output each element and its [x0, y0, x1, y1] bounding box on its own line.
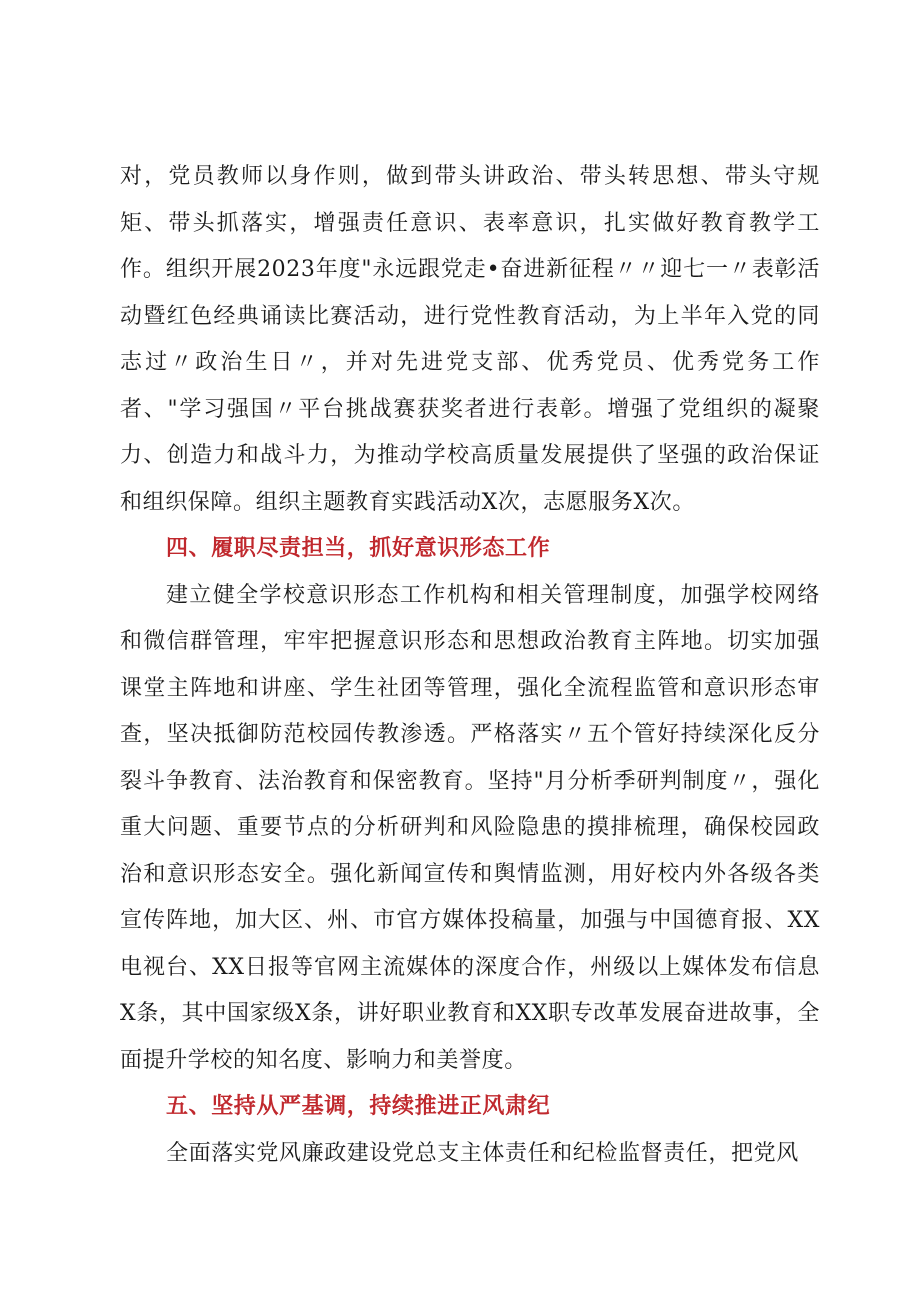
paragraph-discipline-work: 全面落实党风廉政建设党总支主体责任和纪检监督责任，把党风 [166, 1140, 799, 1166]
document-body [120, 154, 820, 1177]
paragraph-ideology-work: 建立健全学校意识形态工作机构和相关管理制度，加强学校网络和微信群管理，牢牢把握意识形态和思想政治教育主阵地。切实加强课堂主阵地和讲座、学生社团等管理，强化全流程监管和意识形态审查，坚决抵御防范校园传教渗透。严格落实〃五个管好持续深化反分裂斗争教育、法治教育和保密教育。坚持"月分析季研判制度〃，强化重大问题、重要节点的分析研判和风险隐患的摸排梳理，确保校园政治和意识形态安全。强化新闻宣传和舆情监测，用好校内外各级各类宣传阵地，加大区、州、市官方媒体投稿量，加强与中国德育报、XX电视台、XX日报等官网主流媒体的深度合作，州级以上媒体发布信息X条，其中国家级X条，讲好职业教育和XX职专改革发展奋进故事，全面提升学校的知名度、影响力和美誉度。 [120, 582, 820, 1073]
section-heading-discipline: 五、坚持从严基调，持续推进正风肃纪 [166, 1094, 551, 1119]
paragraph-party-education: 对，党员教师以身作则，做到带头讲政治、带头转思想、带头守规矩、带头抓落实，增强责任意识、表率意识，扎实做好教育教学工作。组织开展2023年度"永远跟党走•奋进新征程〃〃迎七一〃表彰活动暨红色经典诵读比赛活动，进行党性教育活动，为上半年入党的同志过〃政治生日〃，并对先进党支部、优秀党员、优秀党务工作者、"学习强国〃平台挑战赛获奖者进行表彰。增强了党组织的凝聚力、创造力和战斗力，为推动学校高质量发展提供了坚强的政治保证和组织保障。组织主题教育实践活动X次，志愿服务X次。 [120, 164, 820, 515]
section-heading-ideology: 四、履职尽责担当，抓好意识形态工作 [166, 536, 551, 561]
